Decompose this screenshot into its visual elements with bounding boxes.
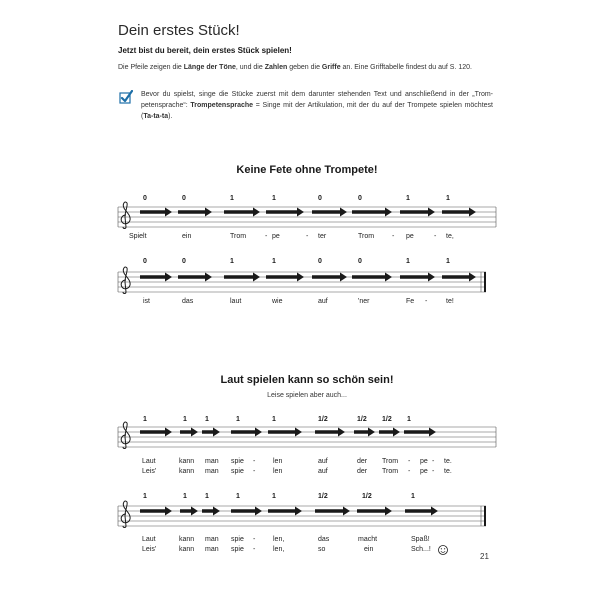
fingering-number: 1	[230, 258, 234, 265]
song2-title: Laut spielen kann so schön sein!	[220, 374, 394, 386]
lyric-syllable: len,	[273, 536, 285, 543]
intro-paragraph: Die Pfeile zeigen die Länge der Töne, und die Zahlen geben die Griffe an. Eine Grifftabelle findest du auf S. 120.	[118, 64, 472, 71]
duration-arrow	[266, 273, 304, 282]
lyric-syllable: ter	[318, 233, 327, 240]
staff-line-song1-1	[118, 202, 496, 229]
lyric-syllable: -	[434, 233, 437, 240]
lyric-syllable: laut	[230, 298, 242, 305]
song1-title: Keine Fete ohne Trompete!	[236, 164, 378, 176]
fingering-number: 1	[205, 493, 209, 500]
fingering-number: 1	[272, 258, 276, 265]
lyric-syllable: Laut	[142, 458, 156, 465]
duration-arrow	[268, 507, 302, 516]
lyric-syllable: man	[205, 546, 219, 553]
lyric-syllable: te.	[444, 458, 452, 465]
lyric-syllable: macht	[358, 536, 378, 543]
duration-arrow	[312, 273, 347, 282]
duration-arrow	[224, 208, 260, 217]
duration-arrow	[405, 507, 438, 516]
lyric-syllable: kann	[179, 536, 195, 543]
fingering-number: 1	[272, 416, 276, 423]
lyric-syllable: Trom	[230, 233, 247, 240]
lyric-syllable: Trom	[358, 233, 375, 240]
lyric-syllable: ist	[143, 298, 150, 305]
duration-arrow	[140, 428, 172, 437]
duration-arrow	[140, 507, 172, 516]
duration-arrow	[231, 428, 262, 437]
smiley-icon	[439, 546, 448, 555]
fingering-number: 1	[236, 493, 240, 500]
lyric-syllable: -	[408, 468, 411, 475]
lyric-syllable: -	[253, 536, 256, 543]
duration-arrow	[315, 507, 350, 516]
lyric-syllable: Trom	[382, 458, 399, 465]
lyric-syllable: -	[425, 298, 428, 305]
lyric-syllable: auf	[318, 458, 328, 465]
fingering-number: 1	[407, 416, 411, 423]
lyric-syllable: kann	[179, 546, 195, 553]
song2-subtitle: Leise spielen aber auch...	[267, 392, 347, 399]
lyric-syllable: spie	[231, 546, 244, 553]
fingering-number: 1	[272, 493, 276, 500]
lyric-syllable: spie	[231, 536, 244, 543]
duration-arrow	[379, 428, 400, 437]
lyric-syllable: -	[432, 458, 435, 465]
duration-arrow	[202, 507, 220, 516]
fingering-number: 1	[411, 493, 415, 500]
staff-line-song1-2	[118, 267, 486, 294]
fingering-number: 0	[358, 195, 362, 202]
lyric-syllable: -	[392, 233, 395, 240]
page-title: Dein erstes Stück!	[118, 22, 240, 39]
fingering-number: 1	[406, 195, 410, 202]
fingering-number: 1	[143, 493, 147, 500]
staff-line-song2-2	[118, 501, 486, 528]
lyric-syllable: auf	[318, 468, 328, 475]
duration-arrow	[400, 273, 435, 282]
fingering-number: 1/2	[382, 416, 392, 423]
lyric-syllable: wie	[272, 298, 283, 305]
lyric-syllable: das	[318, 536, 330, 543]
duration-arrow	[354, 428, 375, 437]
lyric-syllable: auf	[318, 298, 328, 305]
lyric-syllable: spie	[231, 468, 244, 475]
duration-arrow	[140, 208, 172, 217]
lyric-syllable: pe	[420, 458, 428, 465]
lyric-syllable: -	[253, 468, 256, 475]
lyric-syllable: Leis'	[142, 546, 157, 553]
lyric-syllable: ein	[182, 233, 192, 240]
duration-arrow	[352, 273, 392, 282]
duration-arrow	[180, 507, 198, 516]
fingering-number: 0	[143, 195, 147, 202]
duration-arrow	[268, 428, 302, 437]
lyric-syllable: -	[265, 233, 268, 240]
lyric-syllable: Spaß!	[411, 536, 430, 543]
duration-arrow	[224, 273, 260, 282]
lyric-syllable: -	[306, 233, 309, 240]
lyric-syllable: spie	[231, 458, 244, 465]
lyric-syllable: so	[318, 546, 326, 553]
lyric-syllable: pe	[420, 468, 428, 475]
duration-arrow	[266, 208, 304, 217]
lyric-syllable: ein	[364, 546, 374, 553]
duration-arrow	[180, 428, 198, 437]
fingering-number: 1	[446, 258, 450, 265]
lyric-syllable: kann	[179, 458, 195, 465]
lyric-syllable: te.	[444, 468, 452, 475]
page-subtitle: Jetzt bist du bereit, dein erstes Stück spielen!	[118, 46, 292, 55]
fingering-number: 1	[143, 416, 147, 423]
fingering-number: 0	[182, 258, 186, 265]
lyric-syllable: Sch...!	[411, 546, 431, 553]
lyric-syllable: Fe	[406, 298, 415, 305]
lyric-syllable: pe	[406, 233, 414, 240]
duration-arrow	[202, 428, 220, 437]
duration-arrow	[442, 208, 476, 217]
fingering-number: 1	[230, 195, 234, 202]
lyric-syllable: der	[357, 468, 368, 475]
fingering-number: 0	[143, 258, 147, 265]
staff-line-song2-1	[118, 422, 496, 449]
fingering-number: 1	[205, 416, 209, 423]
duration-arrow	[178, 273, 212, 282]
lyric-syllable: kann	[179, 468, 195, 475]
page-number: 21	[480, 552, 489, 561]
lyric-syllable: len	[273, 458, 283, 465]
fingering-number: 0	[318, 258, 322, 265]
lyric-syllable: -	[432, 468, 435, 475]
lyric-syllable: Leis'	[142, 468, 157, 475]
fingering-number: 1	[183, 416, 187, 423]
lyric-syllable: te,	[446, 233, 454, 240]
duration-arrow	[312, 208, 347, 217]
lyric-syllable: Trom	[382, 468, 399, 475]
lyric-syllable: -	[253, 546, 256, 553]
instruction-note: Bevor du spielst, singe die Stücke zuerst mit dem darunter stehenden Text und anschließend in der „Trom-petensprache“: Trompetensprache = Singe mit der Artikulation, mit der du auf der Trompete spielen möchtest (Ta-ta-ta).	[141, 91, 493, 120]
fingering-number: 1	[236, 416, 240, 423]
duration-arrow	[315, 428, 345, 437]
fingering-number: 0	[318, 195, 322, 202]
fingering-number: 1	[406, 258, 410, 265]
lyric-syllable: -	[408, 458, 411, 465]
duration-arrow	[352, 208, 392, 217]
duration-arrow	[400, 208, 435, 217]
lyric-syllable: das	[182, 298, 194, 305]
fingering-number: 1	[272, 195, 276, 202]
fingering-number: 1	[446, 195, 450, 202]
fingering-number: 0	[358, 258, 362, 265]
duration-arrow	[404, 428, 436, 437]
duration-arrow	[140, 273, 172, 282]
duration-arrow	[442, 273, 476, 282]
fingering-number: 1	[183, 493, 187, 500]
lyric-syllable: man	[205, 468, 219, 475]
duration-arrow	[357, 507, 392, 516]
lyric-syllable: 'ner	[358, 298, 370, 305]
fingering-number: 1/2	[318, 493, 328, 500]
fingering-number: 1/2	[357, 416, 367, 423]
lyric-syllable: len	[273, 468, 283, 475]
fingering-number: 0	[182, 195, 186, 202]
lyric-syllable: len,	[273, 546, 285, 553]
lyric-syllable: Laut	[142, 536, 156, 543]
lyric-syllable: der	[357, 458, 368, 465]
lyric-syllable: man	[205, 458, 219, 465]
lyric-syllable: man	[205, 536, 219, 543]
duration-arrow	[178, 208, 212, 217]
fingering-number: 1/2	[318, 416, 328, 423]
lyric-syllable: pe	[272, 233, 280, 240]
duration-arrow	[231, 507, 262, 516]
lyric-syllable: Spielt	[129, 233, 147, 240]
lyric-syllable: -	[253, 458, 256, 465]
fingering-number: 1/2	[362, 493, 372, 500]
lyric-syllable: te!	[446, 298, 454, 305]
